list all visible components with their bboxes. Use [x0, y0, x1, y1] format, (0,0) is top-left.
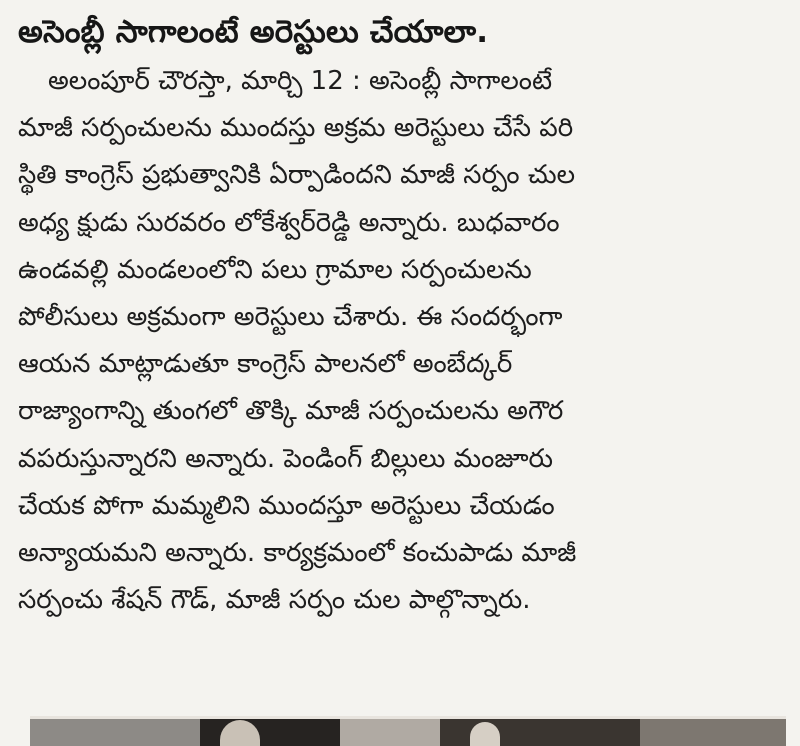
- article-line: ఉండవల్లి మండలంలోని పలు గ్రామాల సర్పంచులను: [18, 254, 532, 285]
- article-photo: [30, 716, 786, 746]
- article-line: వపరుస్తున్నారని అన్నారు. పెండింగ్ బిల్లులు మంజూరు: [18, 443, 553, 474]
- article-line: అలంపూర్ చౌరస్తా, మార్చి 12 : అసెంబ్లీ సాగాలంటే: [48, 66, 553, 96]
- article-line: సర్పంచు శేషన్ గౌడ్, మాజీ సర్పం చుల పాల్గొన్నారు.: [18, 585, 531, 616]
- article-line: స్థితి కాంగ్రెస్ ప్రభుత్వానికి ఏర్పాడిందని మాజీ సర్పం చుల: [18, 160, 576, 191]
- article-body: [18, 58, 790, 624]
- article-line: పోలీసులు అక్రమంగా అరెస్టులు చేశారు. ఈ సందర్భంగా: [18, 301, 563, 332]
- article-headline: అసెంబ్లీ సాగాలంటే అరెస్టులు చేయాలా.: [18, 14, 489, 50]
- article-line: మాజీ సర్పంచులను ముందస్తు అక్రమ అరెస్టులు చేసే పరి: [18, 113, 574, 144]
- article-line: అధ్య క్షుడు సురవరం లోకేశ్వర్‌రెడ్డి అన్నారు. బుధవారం: [18, 207, 560, 238]
- article-line: చేయక పోగా మమ్మలిని ముందస్తూ అరెస్టులు చేయడం: [18, 490, 555, 521]
- article-line: ఆయన మాట్లాడుతూ కాంగ్రెస్ పాలనలో అంబేద్కర్: [18, 349, 513, 380]
- article-line: రాజ్యాంగాన్ని తుంగలో తొక్కి మాజీ సర్పంచులను అగౌర: [18, 396, 564, 427]
- article-line: అన్యాయమని అన్నారు. కార్యక్రమంలో కంచుపాడు మాజీ: [18, 537, 577, 568]
